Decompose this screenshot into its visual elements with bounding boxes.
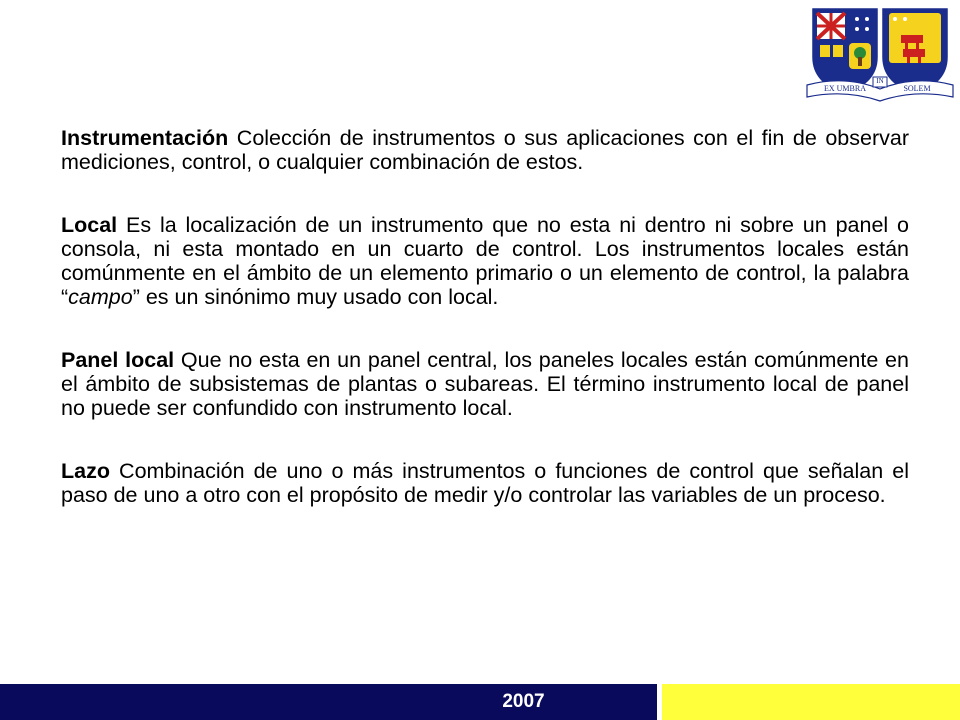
definition-lazo — [61, 459, 909, 507]
footer-bar — [0, 684, 657, 720]
footer-accent — [662, 684, 960, 720]
definition-emphasis: campo — [68, 285, 133, 309]
definition-local — [61, 213, 909, 309]
definition-term: Lazo — [61, 459, 110, 483]
definition-text: Colección de instrumentos o sus aplicaciones con el fin de observar mediciones, control, o cualquier combinación de estos. — [61, 126, 909, 174]
footer-year: 2007 — [502, 691, 545, 712]
definition-term: Panel local — [61, 348, 175, 372]
motto-left: EX UMBRA — [823, 84, 866, 93]
motto-mid: IN — [876, 77, 884, 85]
motto-right: SOLEM — [903, 84, 931, 93]
university-crest-icon — [805, 5, 955, 102]
definitions-list — [61, 126, 909, 546]
definition-instrumentacion — [61, 126, 909, 174]
definition-text: Que no esta en un panel central, los paneles locales están comúnmente en el ámbito de subsistemas de plantas o subareas. El término instrumento local de panel no puede ser confundido con instrumento local. — [61, 348, 909, 420]
definition-text: Combinación de uno o más instrumentos o funciones de control que señalan el paso de uno a otro con el propósito de medir y/o controlar las variables de un proceso. — [61, 459, 909, 507]
definition-term: Local — [61, 213, 118, 237]
definition-text: Es la localización de un instrumento que no esta ni dentro ni sobre un panel o consola, ni esta montado en un cuarto de control. Los instrumentos locales están comúnmente en el ámbito de un elemento primario o un elemento de control, la palabra “ — [61, 213, 909, 309]
definition-term: Instrumentación — [61, 126, 229, 150]
definition-panel-local — [61, 348, 909, 420]
definition-text-end: ” es un sinónimo muy usado con local. — [132, 285, 499, 309]
